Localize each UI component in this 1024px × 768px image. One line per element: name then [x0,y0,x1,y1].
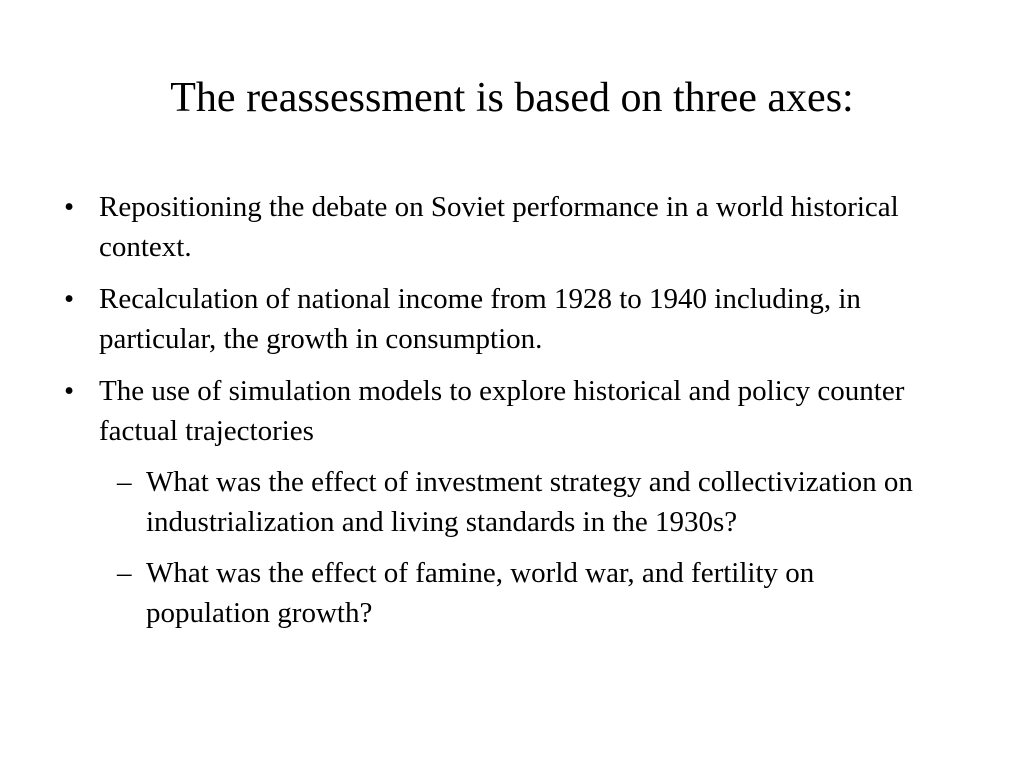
dash-marker-icon: – [117,466,132,498]
bullet-item [0,371,1024,633]
sub-bullet-text: What was the effect of investment strategy and collectivization on industrialization and living standards in the 1930s? [146,466,913,538]
sub-bullet-text: What was the effect of famine, world war, and fertility on population growth? [146,557,815,629]
bullet-marker-icon: • [64,283,75,315]
sub-bullet-item [0,553,974,633]
bullet-marker-icon: • [64,191,75,223]
bullet-text: Recalculation of national income from 1928 to 1940 including, in particular, the growth in consumption. [99,283,861,355]
bullet-list [0,187,1024,645]
slide-title: The reassessment is based on three axes: [170,75,854,121]
bullet-marker-icon: • [64,375,75,407]
sub-bullet-item [0,462,974,542]
bullet-item [0,187,1024,267]
bullet-text: The use of simulation models to explore historical and policy counter factual trajectories [99,375,905,447]
dash-marker-icon: – [117,557,132,589]
sub-bullet-list [99,462,974,633]
bullet-text: Repositioning the debate on Soviet performance in a world historical context. [99,191,899,263]
bullet-item [0,279,1024,359]
